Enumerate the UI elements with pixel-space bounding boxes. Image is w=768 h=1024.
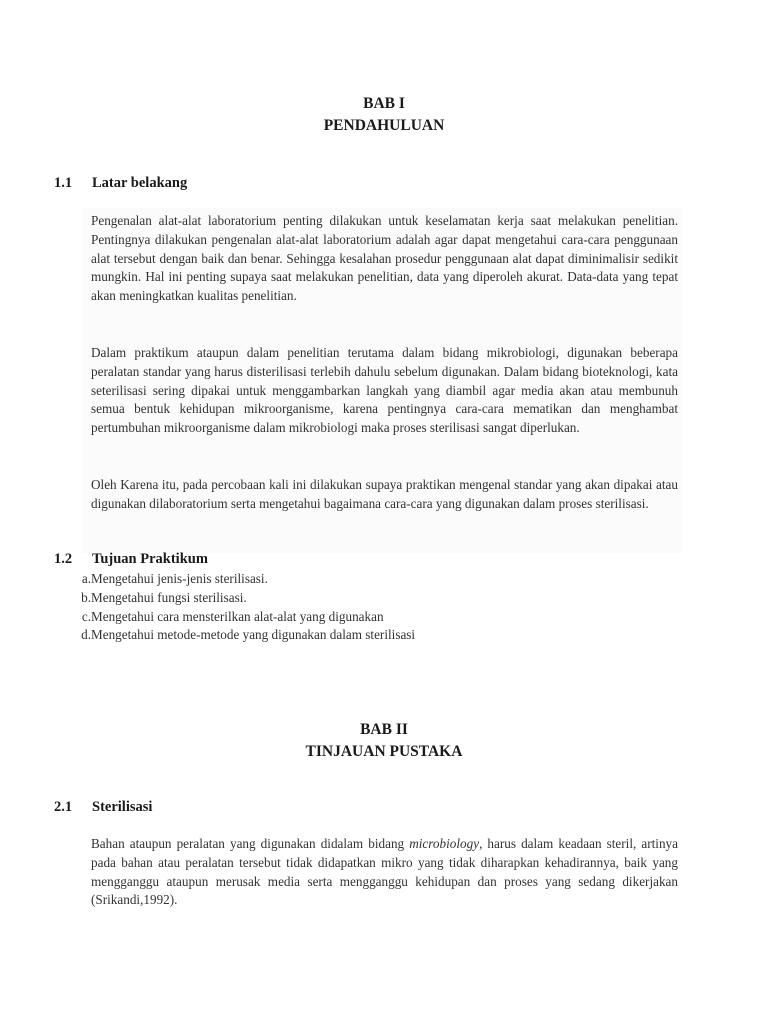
section-number: 1.2	[54, 551, 73, 567]
list-item	[54, 608, 415, 627]
list-item-text: Mengetahui metode-metode yang digunakan dalam sterilisasi	[91, 627, 416, 643]
objectives-list	[54, 570, 415, 645]
chapter-title: PENDAHULUAN	[323, 117, 445, 134]
list-marker: a.	[81, 571, 91, 586]
chapter-number: BAB II	[360, 721, 408, 738]
list-item-text: Mengetahui fungsi sterilisasi.	[91, 589, 247, 605]
paragraph-latar-2: Dalam praktikum ataupun dalam penelitian terutama dalam bidang mikrobiologi, digunakan beberapa peralatan standar yang harus disterilisasi terlebih dahulu sebelum digunakan. Dalam bidang bioteknologi, kata seterilisasi sering dipakai untuk menggambarkan langkah yang diambil agar media akan atau membunuh semua bentuk kehidupan mikroorganisme, karena pentingnya cara-cara mematikan dan menghambat pertumbuhan mikroorganisme dalam mikrobiologi maka proses sterilisasi sangat diperlukan.	[91, 345, 678, 436]
list-marker: b.	[81, 589, 91, 605]
chapter-title: TINJAUAN PUSTAKA	[305, 743, 463, 760]
section-heading-1-1	[54, 173, 187, 193]
list-item	[54, 589, 415, 608]
paragraph-sterilisasi	[91, 835, 678, 910]
section-heading-1-2	[54, 549, 208, 569]
list-marker: c.	[81, 608, 91, 624]
paragraph-latar-1: Pengenalan alat-alat laboratorium penting dilakukan untuk keselamatan kerja saat melakukan penelitian. Pentingnya dilakukan pengenalan alat-alat laboratorium adalah agar dapat mengetahui cara-cara penggunaan alat tersebut dengan baik dan benar. Sehingga kesalahan prosedur penggunaan alat dapat diminimalisir sedikit mungkin. Hal ini penting supaya saat melakukan penelitian, data yang diperoleh akurat. Data-data yang tepat akan meningkatkan kualitas penelitian.	[91, 213, 678, 304]
italic-term: microbiology	[409, 836, 480, 851]
section-number: 2.1	[54, 799, 73, 815]
list-item-text: Mengetahui cara mensterilkan alat-alat yang digunakan	[91, 608, 384, 624]
section-title: Latar belakang	[92, 175, 188, 191]
section-heading-2-1	[54, 797, 152, 817]
section-title: Tujuan Praktikum	[92, 551, 208, 567]
chapter-number: BAB I	[363, 95, 405, 112]
list-item	[54, 570, 415, 589]
list-item-text: Mengetahui jenis-jenis sterilisasi.	[91, 571, 268, 586]
list-marker: d.	[81, 627, 91, 643]
list-item	[54, 626, 415, 645]
section-title: Sterilisasi	[92, 799, 153, 815]
section-number: 1.1	[54, 175, 73, 191]
paragraph-text-start: Bahan ataupun peralatan yang digunakan didalam bidang	[91, 836, 410, 851]
paragraph-text-end: , harus dalam keadaan steril, artinya pada bahan atau peralatan tersebut tidak didapatkan mikro yang tidak diharapkan kehadirannya, baik yang mengganggu ataupun merusak media serta mengganggu kehidupan dan proses yang sedang dikerjakan (Srikandi,1992).	[91, 836, 678, 908]
paragraph-latar-3: Oleh Karena itu, pada percobaan kali ini dilakukan supaya praktikan mengenal standar yang akan dipakai atau digunakan dilaboratorium serta mengetahui bagaimana cara-cara yang digunakan dalam proses sterilisasi.	[91, 477, 678, 511]
